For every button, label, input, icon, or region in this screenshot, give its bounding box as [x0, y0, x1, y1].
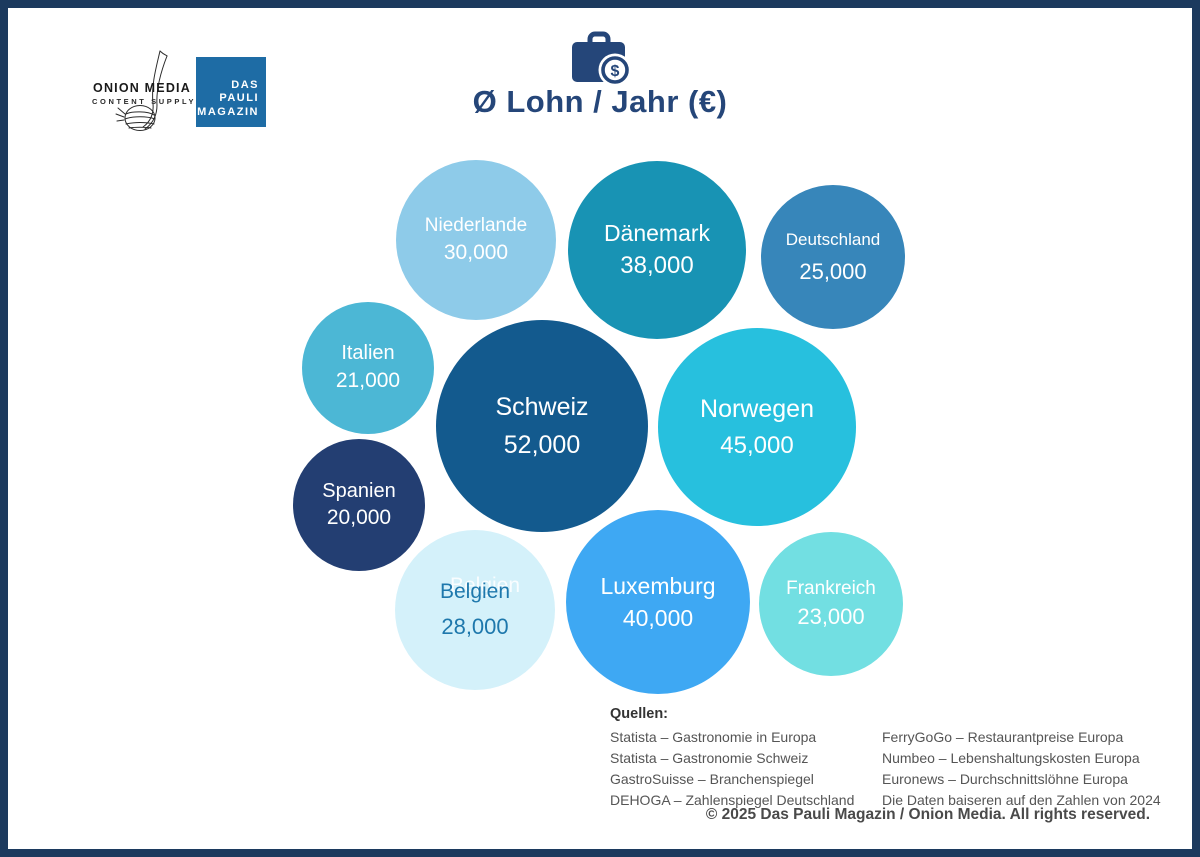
- bubble-country-label: Norwegen: [700, 394, 814, 423]
- onion-media-wordmark: ONION MEDIA: [93, 81, 191, 95]
- bubble-country-label: Niederlande: [424, 215, 528, 236]
- sources-column-2: [882, 727, 1161, 811]
- bubble-value-label: 52,000: [503, 430, 581, 459]
- bubble-country-label: Luxemburg: [600, 572, 716, 599]
- svg-text:$: $: [610, 63, 620, 80]
- bubble-norwegen: [658, 328, 856, 526]
- bubble-value-label: 23,000: [797, 604, 865, 630]
- pauli-logo-line: DAS: [231, 78, 259, 91]
- source-line: Statista – Gastronomie in Europa: [610, 729, 817, 745]
- bubble-value-label: 25,000: [799, 258, 867, 284]
- bubble-frankreich: [759, 532, 903, 676]
- bubble-value-label: 30,000: [443, 240, 509, 264]
- bubble-country-label: Deutschland: [785, 230, 881, 250]
- source-line: Euronews – Durchschnittslöhne Europa: [882, 771, 1128, 787]
- page-title: Ø Lohn / Jahr (€): [472, 84, 728, 119]
- bubble-country-label: Frankreich: [786, 578, 876, 600]
- onion-media-tagline: CONTENT SUPPLY: [92, 97, 197, 106]
- bubble-value-label: 38,000: [620, 252, 694, 280]
- bubble-italien: [302, 302, 434, 434]
- bubble-belgien: [395, 530, 555, 690]
- bubble-country-label: Italien: [341, 342, 395, 365]
- bubble-country-label: Spanien: [322, 479, 396, 502]
- pauli-logo-line: PAULI: [219, 92, 259, 105]
- bubble-value-label: 40,000: [622, 605, 694, 631]
- pauli-logo-line: MAGAZIN: [197, 105, 259, 118]
- copyright-notice: © 2025 Das Pauli Magazin / Onion Media. All rights reserved.: [705, 806, 1150, 823]
- bubble-value-label: 45,000: [720, 431, 794, 459]
- source-line: Numbeo – Lebenshaltungskosten Europa: [882, 750, 1140, 766]
- bubble-country-label: Dänemark: [603, 219, 711, 246]
- bubble-country-label: Belgien: [439, 580, 511, 604]
- bubble-value-label: 20,000: [326, 505, 392, 529]
- source-line: FerryGoGo – Restaurantpreise Europa: [882, 729, 1124, 745]
- bubble-deutschland: [761, 185, 905, 329]
- bubble-value-label: 21,000: [335, 369, 401, 393]
- bubble-luxemburg: [566, 510, 750, 694]
- source-line: Statista – Gastronomie Schweiz: [610, 750, 809, 766]
- bubble-dänemark: [568, 161, 746, 339]
- bubble-niederlande: [396, 160, 556, 320]
- sources-heading: Quellen:: [610, 706, 669, 722]
- bubble-spanien: [293, 439, 425, 571]
- bubble-country-label: Schweiz: [495, 392, 589, 421]
- source-line: GastroSuisse – Branchenspiegel: [610, 771, 814, 787]
- sources-column-1: [610, 727, 854, 811]
- source-line: DEHOGA – Zahlenspiegel Deutschland: [610, 792, 855, 808]
- bubble-value-label: 28,000: [441, 614, 509, 640]
- bubble-schweiz: [436, 320, 648, 532]
- source-line: Die Daten baiseren auf den Zahlen von 2024: [882, 792, 1161, 808]
